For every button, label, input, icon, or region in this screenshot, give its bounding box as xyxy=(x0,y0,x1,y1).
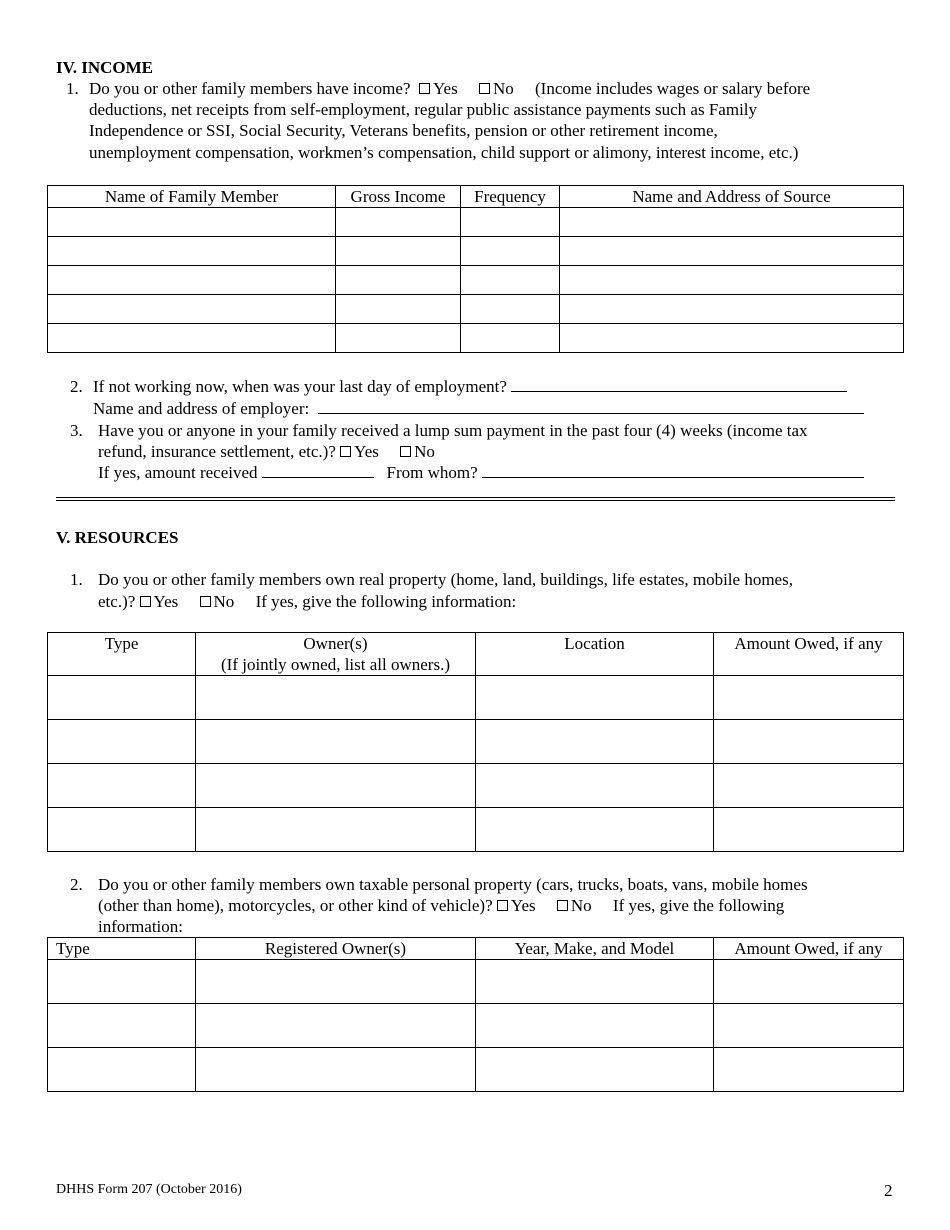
income-q3-no-label: No xyxy=(414,442,435,461)
table-cell[interactable] xyxy=(560,266,904,295)
income-table xyxy=(47,185,904,353)
table-cell[interactable] xyxy=(196,720,476,764)
real-property-table xyxy=(47,632,904,852)
table-cell[interactable] xyxy=(714,1048,904,1092)
table-cell[interactable] xyxy=(336,295,461,324)
income-heading: IV. INCOME xyxy=(56,58,153,77)
resources-q2-prompt: (other than home), motorcycles, or other kind of vehicle)? xyxy=(98,896,493,915)
personal-property-table xyxy=(47,937,904,1092)
personal-property-header-row xyxy=(48,938,904,960)
table-row xyxy=(48,764,904,808)
personal-property-col-type: Type xyxy=(48,938,196,960)
table-row xyxy=(48,295,904,324)
table-cell[interactable] xyxy=(196,764,476,808)
table-cell[interactable] xyxy=(476,676,714,720)
resources-q2-yes-checkbox[interactable] xyxy=(497,900,508,911)
resources-q1-yes-label: Yes xyxy=(153,592,179,611)
table-row xyxy=(48,208,904,237)
table-cell[interactable] xyxy=(461,324,560,353)
table-cell[interactable] xyxy=(196,1004,476,1048)
income-q1-line2: deductions, net receipts from self-employment, regular public assistance payments such as Family xyxy=(89,100,758,119)
income-q2-prompt: If not working now, when was your last day of employment? xyxy=(93,377,507,396)
amount-received-label: If yes, amount received xyxy=(98,463,258,482)
income-col-frequency: Frequency xyxy=(461,186,560,208)
table-cell[interactable] xyxy=(476,764,714,808)
table-row xyxy=(48,720,904,764)
table-cell[interactable] xyxy=(48,676,196,720)
income-q3-yes-checkbox[interactable] xyxy=(340,446,351,457)
table-cell[interactable] xyxy=(476,960,714,1004)
income-col-family-member: Name of Family Member xyxy=(48,186,336,208)
last-day-employment-field[interactable] xyxy=(511,376,847,392)
income-q3-line2 xyxy=(98,441,435,462)
resources-q1-prompt: etc.)? xyxy=(98,592,136,611)
table-cell[interactable] xyxy=(714,676,904,720)
table-cell[interactable] xyxy=(714,808,904,852)
footer-form-id: DHHS Form 207 (October 2016) xyxy=(56,1182,242,1197)
income-table-header-row xyxy=(48,186,904,208)
table-cell[interactable] xyxy=(48,266,336,295)
income-q1-no-checkbox[interactable] xyxy=(479,83,490,94)
resources-q1-instruction: If yes, give the following information: xyxy=(255,592,517,611)
resources-q1-yes-checkbox[interactable] xyxy=(140,596,151,607)
income-q1-yes-label: Yes xyxy=(432,79,458,98)
resources-q1-line2 xyxy=(98,591,516,612)
income-q1-yes-checkbox[interactable] xyxy=(419,83,430,94)
table-cell[interactable] xyxy=(48,237,336,266)
table-cell[interactable] xyxy=(476,808,714,852)
table-cell[interactable] xyxy=(336,208,461,237)
income-q3-line1: Have you or anyone in your family received a lump sum payment in the past four (4) weeks (income tax xyxy=(98,421,808,440)
table-row xyxy=(48,1004,904,1048)
real-property-col-amount-owed: Amount Owed, if any xyxy=(714,633,904,676)
table-cell[interactable] xyxy=(48,720,196,764)
income-col-source: Name and Address of Source xyxy=(560,186,904,208)
resources-q2-no-checkbox[interactable] xyxy=(557,900,568,911)
resources-q2-yes-label: Yes xyxy=(510,896,536,915)
resources-q2-line3: information: xyxy=(98,917,183,936)
table-cell[interactable] xyxy=(48,808,196,852)
table-row xyxy=(48,960,904,1004)
income-q2-number: 2. xyxy=(70,377,83,396)
real-property-col-type: Type xyxy=(48,633,196,676)
resources-q2-line2 xyxy=(98,895,784,916)
table-cell[interactable] xyxy=(461,237,560,266)
table-row xyxy=(48,808,904,852)
income-q3-line3 xyxy=(98,462,864,483)
table-cell[interactable] xyxy=(560,324,904,353)
table-cell[interactable] xyxy=(714,720,904,764)
section-divider-top xyxy=(56,497,895,498)
table-cell[interactable] xyxy=(48,208,336,237)
amount-received-field[interactable] xyxy=(262,462,374,478)
table-cell[interactable] xyxy=(196,1048,476,1092)
table-cell[interactable] xyxy=(714,764,904,808)
table-row xyxy=(48,676,904,720)
resources-q2-no-label: No xyxy=(570,896,592,915)
owners-header-label: Owner(s) xyxy=(303,634,368,653)
real-property-header-row xyxy=(48,633,904,676)
income-q2-line1 xyxy=(93,376,847,397)
table-cell[interactable] xyxy=(560,295,904,324)
income-q2-line2 xyxy=(93,398,864,419)
table-cell[interactable] xyxy=(48,960,196,1004)
income-q3-number: 3. xyxy=(70,421,83,440)
table-cell[interactable] xyxy=(48,324,336,353)
table-cell[interactable] xyxy=(48,1048,196,1092)
table-cell[interactable] xyxy=(714,1004,904,1048)
table-row xyxy=(48,266,904,295)
table-cell[interactable] xyxy=(560,237,904,266)
table-cell[interactable] xyxy=(560,208,904,237)
table-cell[interactable] xyxy=(461,266,560,295)
table-cell[interactable] xyxy=(714,960,904,1004)
table-row xyxy=(48,324,904,353)
table-cell[interactable] xyxy=(476,1048,714,1092)
income-q1-no-label: No xyxy=(492,79,514,98)
from-whom-field[interactable] xyxy=(482,462,864,478)
employer-field[interactable] xyxy=(318,398,864,414)
table-row xyxy=(48,1048,904,1092)
personal-property-col-amount-owed: Amount Owed, if any xyxy=(714,938,904,960)
table-cell[interactable] xyxy=(461,208,560,237)
table-cell[interactable] xyxy=(476,720,714,764)
income-q1-line4: unemployment compensation, workmen’s compensation, child support or alimony, interest income, etc.) xyxy=(89,143,799,162)
resources-q2-instruction: If yes, give the following xyxy=(612,896,785,915)
real-property-col-location: Location xyxy=(476,633,714,676)
section-divider-bottom xyxy=(56,500,895,501)
table-cell[interactable] xyxy=(196,960,476,1004)
employer-label: Name and address of employer: xyxy=(93,399,310,418)
resources-q1-line1: Do you or other family members own real property (home, land, buildings, life estates, mobile homes, xyxy=(98,570,793,589)
resources-q2-number: 2. xyxy=(70,875,83,894)
table-cell[interactable] xyxy=(48,764,196,808)
income-q3-no-checkbox[interactable] xyxy=(400,446,411,457)
table-cell[interactable] xyxy=(48,295,336,324)
income-q1-number: 1. xyxy=(66,79,79,98)
income-col-gross-income: Gross Income xyxy=(336,186,461,208)
resources-q1-number: 1. xyxy=(70,570,83,589)
income-q3-yes-label: Yes xyxy=(354,442,379,461)
resources-q1-no-checkbox[interactable] xyxy=(200,596,211,607)
income-q3-prompt: refund, insurance settlement, etc.)? xyxy=(98,442,336,461)
personal-property-col-owners: Registered Owner(s) xyxy=(196,938,476,960)
real-property-col-owners xyxy=(196,633,476,676)
table-cell[interactable] xyxy=(461,295,560,324)
table-cell[interactable] xyxy=(48,1004,196,1048)
page-number: 2 xyxy=(884,1181,893,1200)
owners-header-sub: (If jointly owned, list all owners.) xyxy=(221,655,450,674)
table-cell[interactable] xyxy=(336,237,461,266)
table-row xyxy=(48,237,904,266)
income-q1-line3: Independence or SSI, Social Security, Veterans benefits, pension or other retirement income, xyxy=(89,121,718,140)
from-whom-label: From whom? xyxy=(386,463,478,482)
table-cell[interactable] xyxy=(336,324,461,353)
income-q1-note: (Income includes wages or salary before xyxy=(535,79,811,98)
income-q1-prompt: Do you or other family members have income? xyxy=(89,79,411,98)
income-q1-line1 xyxy=(89,78,810,99)
personal-property-col-year-make-model: Year, Make, and Model xyxy=(476,938,714,960)
table-cell[interactable] xyxy=(336,266,461,295)
resources-q2-line1: Do you or other family members own taxable personal property (cars, trucks, boats, vans, mobile homes xyxy=(98,875,808,894)
table-cell[interactable] xyxy=(196,808,476,852)
table-cell[interactable] xyxy=(196,676,476,720)
table-cell[interactable] xyxy=(476,1004,714,1048)
resources-q1-no-label: No xyxy=(213,592,235,611)
resources-heading: V. RESOURCES xyxy=(56,528,179,547)
